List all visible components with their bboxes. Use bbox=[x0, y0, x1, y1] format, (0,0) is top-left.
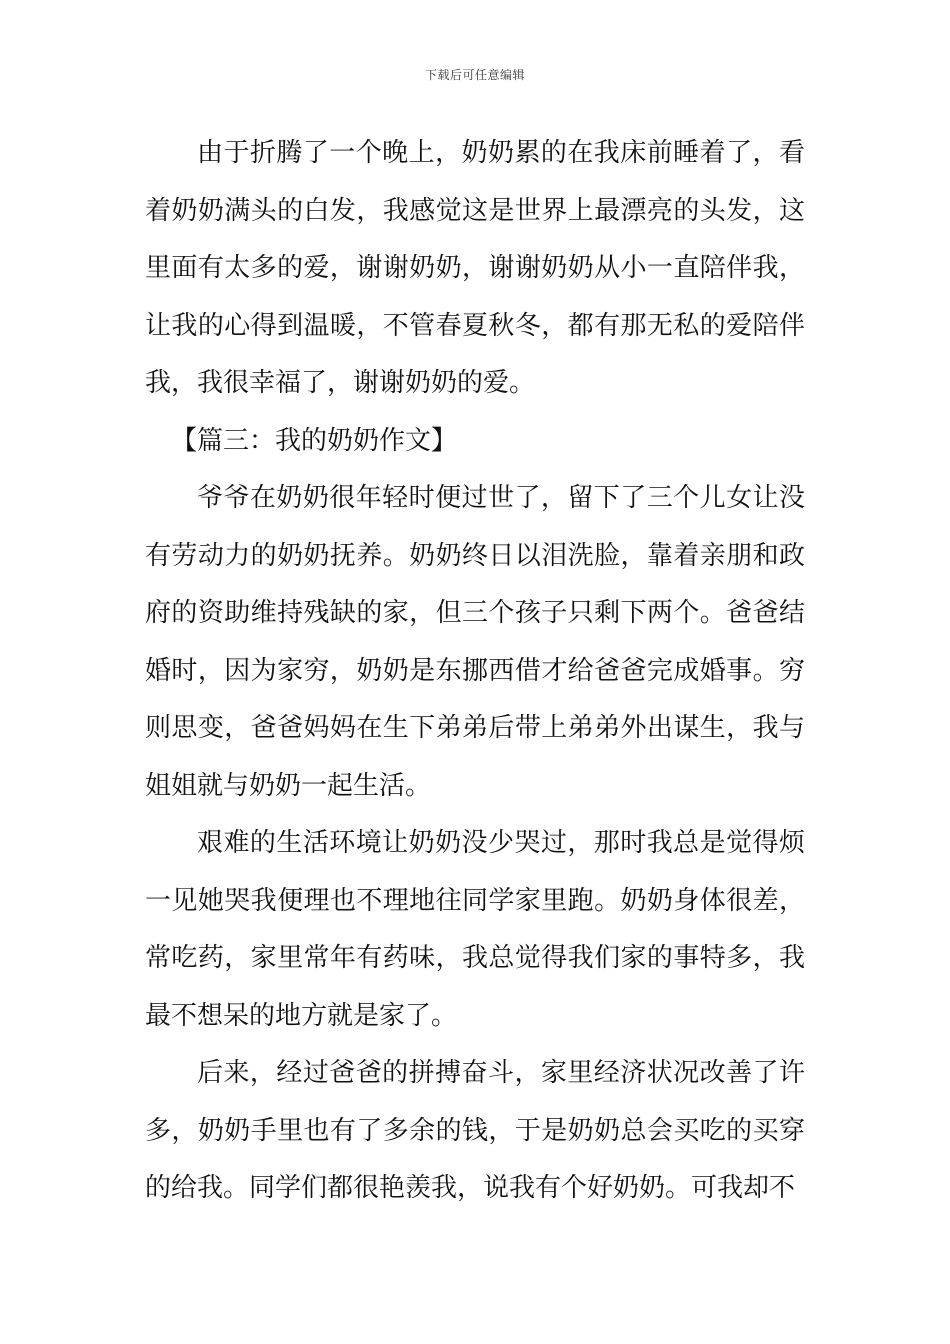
paragraph-1: 由于折腾了一个晚上，奶奶累的在我床前睡着了，看着奶奶满头的白发，我感觉这是世界上最漂亮的头发，这里面有太多的爱，谢谢奶奶，谢谢奶奶从小一直陪伴我，让我的心得到温暖，不管春夏秋冬，都有那无私的爱陪伴我，我很幸福了，谢谢奶奶的爱。 bbox=[145, 138, 805, 398]
section-title: 【篇三：我的奶奶作文】 bbox=[171, 425, 458, 456]
page-header: 下载后可任意编辑 bbox=[424, 68, 525, 82]
paragraph-4: 后来，经过爸爸的拼搏奋斗，家里经济状况改善了许多，奶奶手里也有了多余的钱，于是奶奶总会买吃的买穿的给我。同学们都很艳羡我，说我有个好奶奶。可我却不 bbox=[145, 1058, 805, 1203]
paragraph-3: 艰难的生活环境让奶奶没少哭过，那时我总是觉得烦一见她哭我便理也不理地往同学家里跑。奶奶身体很差，常吃药，家里常年有药味，我总觉得我们家的事特多，我最不想呆的地方就是家了。 bbox=[145, 828, 805, 1031]
document-body bbox=[145, 125, 805, 1218]
paragraph-2: 爷爷在奶奶很年轻时便过世了，留下了三个儿女让没有劳动力的奶奶抚养。奶奶终日以泪洗脸，靠着亲朋和政府的资助维持残缺的家，但三个孩子只剩下两个。爸爸结婚时，因为家穷，奶奶是东挪西借才给爸爸完成婚事。穷则思变，爸爸妈妈在生下弟弟后带上弟弟外出谋生，我与姐姐就与奶奶一起生活。 bbox=[145, 483, 805, 801]
